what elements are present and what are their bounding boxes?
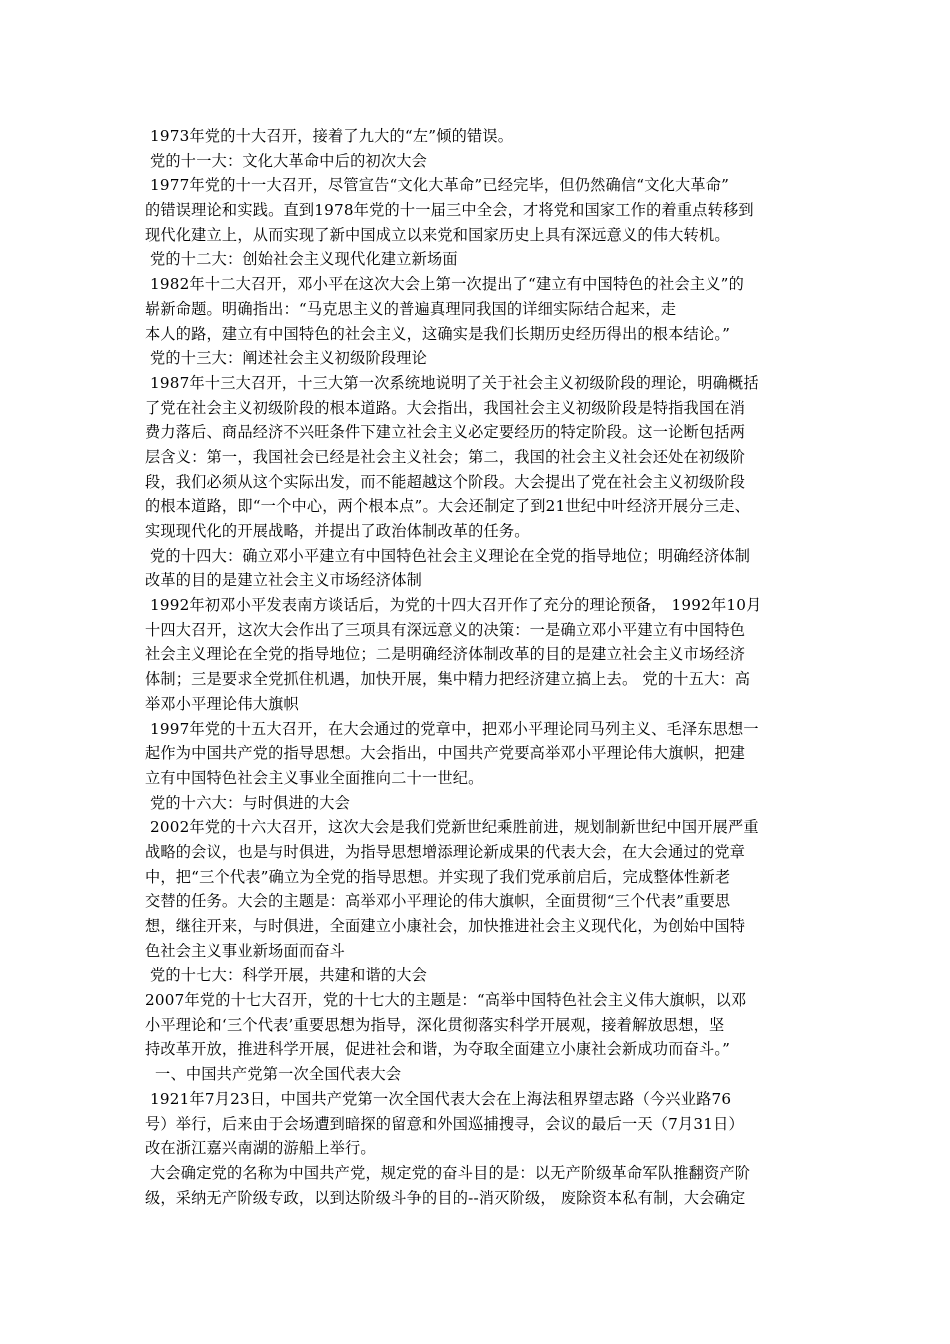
text-line: 持改革开放，推进科学开展，促进社会和谐，为夺取全面建立小康社会新成功而奋斗。” (145, 1040, 731, 1059)
text-line: 1982年十二大召开，邓小平在这次大会上第一次提出了“建立有中国特色的社会主义”的 (145, 275, 744, 294)
text-line: 色社会主义事业新场面而奋斗 (145, 941, 346, 960)
section-heading: 党的十六大：与时俱进的大会 (145, 793, 351, 812)
text-line: 实现现代化的开展战略，并提出了政治体制改革的任务。 (145, 522, 530, 540)
text-line: 想，继往开来，与时俱进，全面建立小康社会，加快推进社会主义现代化，为创始中国特 (145, 917, 746, 935)
text-line: 的错误理论和实践。直到1978年党的十一届三中全会，才将党和国家工作的着重点转移到 (145, 201, 754, 220)
text-line: 社会主义理论在全党的指导地位；二是明确经济体制改革的目的是建立社会主义市场经济 (145, 645, 746, 664)
section-heading: 党的十七大：科学开展，共建和谐的大会 (145, 966, 428, 985)
document-body (145, 124, 810, 1210)
text-line: 起作为中国共产党的指导思想。大会指出，中国共产党要高举邓小平理论伟大旗帜，把建 (145, 744, 746, 763)
text-line: 举邓小平理论伟大旗帜 (145, 694, 299, 713)
text-line: 现代化建立上，从而实现了新中国成立以来党和国家历史上具有深远意义的伟大转机。 (145, 225, 730, 244)
text-line: 了党在社会主义初级阶段的根本道路。大会指出，我国社会主义初级阶段是特指我国在消 (145, 398, 746, 417)
text-line: 交替的任务。大会的主题是：高举邓小平理论的伟大旗帜，全面贯彻“三个代表”重要思 (145, 892, 731, 911)
text-line: 本人的路，建立有中国特色的社会主义，这确实是我们长期历史经历得出的根本结论。” (145, 324, 731, 343)
text-line: 1921年7月23日，中国共产党第一次全国代表大会在上海法租界望志路（今兴业路76 (145, 1089, 732, 1108)
text-line: 改在浙江嘉兴南湖的游船上举行。 (145, 1139, 376, 1158)
text-line: 小平理论和‘三个代表’重要思想为指导，深化贯彻落实科学开展观，接着解放思想，坚 (145, 1015, 725, 1034)
text-line: 段，我们必须从这个实际出发，而不能超越这个阶段。大会提出了党在社会主义初级阶段 (145, 472, 746, 491)
section-heading: 一、中国共产党第一次全国代表大会 (145, 1065, 402, 1084)
text-line: 战略的会议，也是与时俱进，为指导思想增添理论新成果的代表大会，在大会通过的党章 (145, 842, 746, 861)
text-line: 1973年党的十大召开，接着了九大的“左”倾的错误。 (145, 127, 514, 145)
text-line: 2007年党的十七大召开，党的十七大的主题是：“高举中国特色社会主义伟大旗帜，以邓 (145, 991, 747, 1010)
section-heading: 党的十四大：确立邓小平建立有中国特色社会主义理论在全党的指导地位；明确经济体制 (145, 546, 751, 565)
text-line: 体制；三是要求全党抓住机遇，加快开展，集中精力把经济建立搞上去。 党的十五大：高 (145, 670, 751, 689)
text-line: 十四大召开，这次大会作出了三项具有深远意义的决策：一是确立邓小平建立有中国特色 (145, 620, 746, 639)
text-line: 号）举行，后来由于会场遭到暗探的留意和外国巡捕搜寻，会议的最后一天（7月31日） (145, 1114, 744, 1133)
section-heading: 党的十二大：创始社会主义现代化建立新场面 (145, 250, 458, 269)
section-heading: 党的十一大：文化大革命中后的初次大会 (145, 151, 428, 170)
text-line: 级，采纳无产阶级专政，以到达阶级斗争的目的--消灭阶级， 废除资本私有制，大会确定 (145, 1188, 746, 1207)
text-line: 1997年党的十五大召开，在大会通过的党章中，把邓小平理论同马列主义、毛泽东思想一 (145, 719, 759, 738)
text-line: 1987年十三大召开，十三大第一次系统地说明了关于社会主义初级阶段的理论，明确概括 (145, 373, 759, 392)
text-line: 2002年党的十六大召开，这次大会是我们党新世纪乘胜前进，规划制新世纪中国开展严重 (145, 818, 759, 837)
section-heading: 党的十三大：阐述社会主义初级阶段理论 (145, 349, 428, 368)
text-line: 层含义：第一，我国社会已经是社会主义社会；第二，我国的社会主义社会还处在初级阶 (145, 447, 746, 466)
text-line: 1977年党的十一大召开，尽管宣告“文化大革命”已经完毕，但仍然确信“文化大革命” (145, 176, 730, 195)
text-line: 立有中国特色社会主义事业全面推向二十一世纪。 (145, 768, 484, 787)
section-heading: 改革的目的是建立社会主义市场经济体制 (145, 571, 422, 590)
text-line: 大会确定党的名称为中国共产党，规定党的奋斗目的是：以无产阶级革命军队推翻资产阶 (145, 1163, 751, 1182)
text-line: 费力落后、商品经济不兴旺条件下建立社会主义必定要经历的特定阶段。这一论断包括两 (145, 423, 746, 442)
text-line: 的根本道路，即“一个中心，两个根本点”。大会还制定了到21世纪中叶经济开展分三走、 (145, 497, 750, 516)
text-line: 中，把“三个代表”确立为全党的指导思想。并实现了我们党承前启后，完成整体性新老 (145, 867, 731, 886)
text-line: 1992年初邓小平发表南方谈话后，为党的十四大召开作了充分的理论预备， 1992年10月 (145, 596, 762, 615)
text-line: 崭新命题。明确指出：“马克思主义的普遍真理同我国的详细实际结合起来，走 (145, 299, 677, 318)
